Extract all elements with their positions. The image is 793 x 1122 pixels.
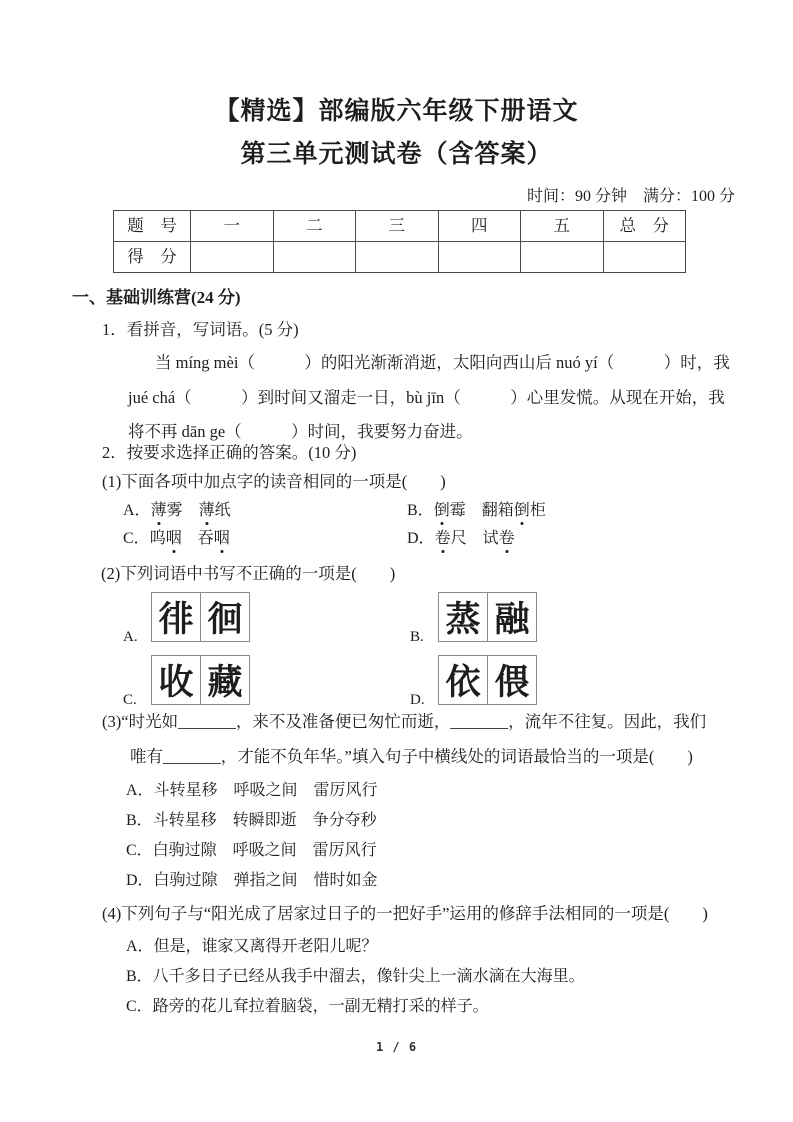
q2-sub1-option-b: B．倒霉 翻箱倒柜 [407, 502, 546, 519]
q2-sub1-question: (1)下面各项中加点字的读音相同的一项是( ) [102, 472, 446, 491]
q2-sub2-choice-d-box [438, 655, 537, 705]
q1-passage-line2: jué chá（ ）到时间又溜走一日，bù jīn（ ）心里发慌。从现在开始，我 [128, 388, 725, 407]
score-cell-two [273, 242, 356, 273]
q2-sub1-option-a: A．薄雾 薄纸 [123, 502, 231, 519]
q2-sub2-choice-b-label: B. [410, 629, 424, 645]
q2-sub3-option-c: C．白驹过隙 呼吸之间 雷厉风行 [126, 842, 377, 859]
q2-sub4-option-b: B．八千多日子已经从我手中溜去，像针尖上一滴水滴在大海里。 [126, 968, 585, 985]
q2-sub1-option-c: C．呜咽 吞咽 [123, 530, 230, 547]
q2-sub3-question-line2: 唯有_______，才能不负年华。”填入句子中横线处的词语最恰当的一项是( ) [130, 747, 693, 766]
charbox-a-char1: 徘 [158, 600, 194, 639]
section1-heading: 一、基础训练营(24 分) [72, 288, 241, 307]
q2-sub2-choice-d-label: D. [410, 692, 425, 708]
score-table-cell-four: 四 [438, 211, 521, 242]
score-table-cell-total: 总 分 [603, 211, 686, 242]
charbox-a-char2: 徊 [200, 593, 249, 641]
paper-title-line2: 第三单元测试卷（含答案） [240, 141, 553, 168]
q2-title: 2．按要求选择正确的答案。(10 分) [102, 443, 357, 462]
score-cell-five [521, 242, 604, 273]
q2-sub3-option-b: B．斗转星移 转瞬即逝 争分夺秒 [126, 812, 377, 829]
charbox-c-char1: 收 [158, 663, 194, 702]
q2-sub2-choice-a-label: A. [123, 629, 138, 645]
score-table-cell-one: 一 [191, 211, 274, 242]
q2-sub2-choice-b-box [438, 592, 537, 642]
q2-sub3-option-a: A．斗转星移 呼吸之间 雷厉风行 [126, 782, 378, 799]
q1-passage-line3: 将不再 dān ge（ ）时间，我要努力奋进。 [128, 422, 473, 441]
q2-sub2-choice-c-label: C. [123, 692, 137, 708]
q2-sub4-option-c: C．路旁的花儿耷拉着脑袋，一副无精打采的样子。 [126, 998, 489, 1015]
score-table-cell-three: 三 [356, 211, 439, 242]
q2-sub3-option-d: D．白驹过隙 弹指之间 惜时如金 [126, 872, 378, 889]
q1-passage-line1: 当 míng mèi（ ）的阳光渐渐消逝，太阳向西山后 nuó yí（ ）时，我 [155, 353, 730, 372]
page-number: 1 / 6 [375, 1040, 418, 1054]
score-table-cell-label: 题 号 [114, 211, 191, 242]
score-cell-one [191, 242, 274, 273]
score-table-cell-five: 五 [521, 211, 604, 242]
charbox-b-char2: 融 [487, 593, 536, 641]
score-table-wrapper [113, 210, 686, 273]
score-cell-total [603, 242, 686, 273]
score-row-label: 得 分 [114, 242, 191, 273]
q2-sub2-question: (2)下列词语中书写不正确的一项是( ) [101, 564, 396, 583]
paper-title-line1: 【精选】部编版六年级下册语文 [214, 98, 579, 125]
q2-sub2-choice-c-box [151, 655, 250, 705]
score-table-header-row [114, 211, 686, 242]
score-table [113, 210, 686, 273]
q1-title: 1．看拼音，写词语。(5 分) [102, 320, 299, 339]
score-table-cell-two: 二 [273, 211, 356, 242]
charbox-d-char1: 依 [445, 663, 481, 702]
charbox-c-char2: 藏 [200, 656, 249, 704]
score-cell-three [356, 242, 439, 273]
q2-sub4-question: (4)下列句子与“阳光成了居家过日子的一把好手”运用的修辞手法相同的一项是( ) [102, 904, 708, 923]
q2-sub4-option-a: A．但是，谁家又离得开老阳儿呢？ [126, 938, 378, 955]
q2-sub1-option-d: D．卷尺 试卷 [407, 530, 515, 547]
q2-sub3-question-line1: (3)“时光如_______，来不及准备便已匆忙而逝，_______，流年不往复。因此，我们 [102, 712, 707, 731]
q2-sub2-choice-a-box [151, 592, 250, 642]
charbox-d-char2: 偎 [487, 656, 536, 704]
time-fullmarks-line: 时间：90 分钟 满分：100 分 [526, 188, 735, 205]
score-table-score-row [114, 242, 686, 273]
score-cell-four [438, 242, 521, 273]
charbox-b-char1: 蒸 [445, 600, 481, 639]
